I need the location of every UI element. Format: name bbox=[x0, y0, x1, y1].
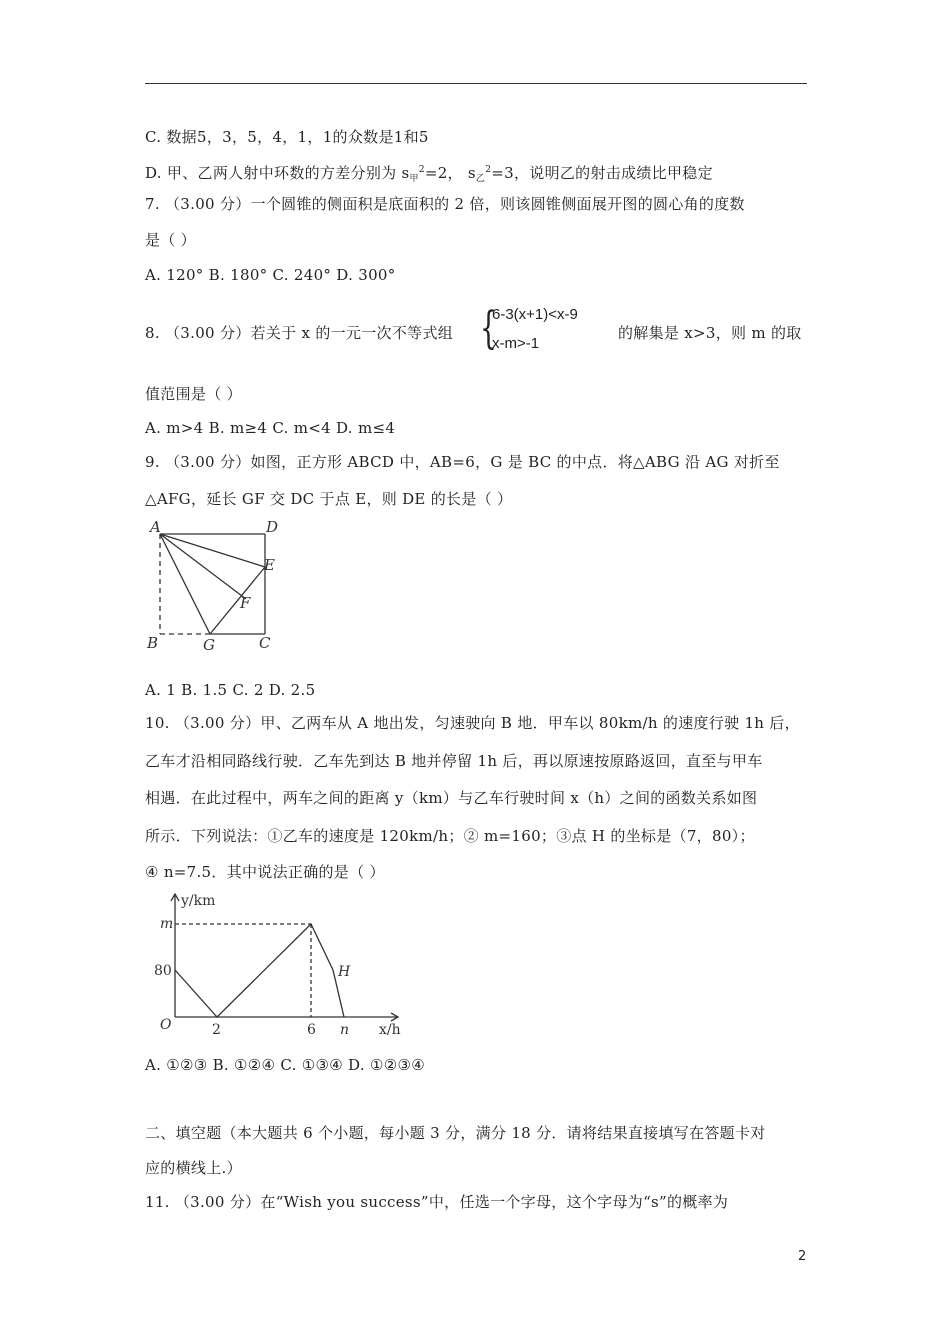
inequality-1: 6-3(x+1)<x-9 bbox=[492, 306, 578, 323]
q8-stem-post: 的解集是 x>3，则 m 的取 bbox=[618, 324, 802, 342]
ytick-80: 80 bbox=[154, 963, 172, 979]
section2-heading-line2: 应的横线上.） bbox=[145, 1159, 242, 1177]
label-C: C bbox=[259, 634, 271, 652]
xtick-n: n bbox=[340, 1022, 350, 1038]
q10-stem-line4: 所示．下列说法：①乙车的速度是 120km/h；② m=160；③点 H 的坐标是（7，80）； bbox=[145, 827, 755, 845]
xtick-6: 6 bbox=[307, 1022, 316, 1038]
point-H-label: H bbox=[338, 964, 351, 980]
q9-stem-line1: 9. （3.00 分）如图，正方形 ABCD 中，AB=6，G 是 BC 的中点．将△ABG 沿 AG 对折至 bbox=[145, 453, 780, 471]
seg-AF bbox=[160, 534, 246, 599]
brace-symbol: { bbox=[480, 303, 497, 354]
seg-AG bbox=[160, 534, 210, 634]
ylabel: y/km bbox=[181, 893, 216, 909]
graph-line bbox=[175, 924, 344, 1017]
xlabel: x/h bbox=[379, 1022, 401, 1038]
q8-stem-pre: 8. （3.00 分）若关于 x 的一元一次不等式组 bbox=[145, 324, 454, 342]
section2-heading-line1: 二、填空题（本大题共 6 个小题，每小题 3 分，满分 18 分．请将结果直接填写在答题卡对 bbox=[145, 1124, 766, 1142]
header-rule bbox=[145, 83, 807, 84]
page-number: 2 bbox=[798, 1249, 807, 1264]
q10-stem-line2: 乙车才沿相同路线行驶．乙车先到达 B 地并停留 1h 后，再以原速按原路返回，直至与甲车 bbox=[145, 752, 763, 770]
q9-options: A. 1 B. 1.5 C. 2 D. 2.5 bbox=[145, 681, 316, 699]
q10-options: A. ①②③ B. ①②④ C. ①③④ D. ①②③④ bbox=[145, 1056, 425, 1074]
label-G: G bbox=[203, 636, 215, 654]
distance-time-graph bbox=[150, 888, 410, 1038]
label-E: E bbox=[264, 556, 275, 574]
q8-stem-line2: 值范围是（ ） bbox=[145, 385, 242, 403]
q6-option-d: D. 甲、乙两人射中环数的方差分别为 $s_甲^2=2$， $s_乙^2=3$，说明乙的射击成绩比甲稳定 bbox=[145, 164, 713, 184]
seg-GE bbox=[210, 567, 265, 634]
ytick-m: m bbox=[160, 916, 174, 932]
q10-stem-line5: ④ n=7.5．其中说法正确的是（ ） bbox=[145, 863, 385, 881]
q7-stem-line2: 是（ ） bbox=[145, 231, 196, 249]
label-B: B bbox=[147, 634, 159, 652]
q10-stem-line3: 相遇．在此过程中，两车之间的距离 y（km）与乙车行驶时间 x（h）之间的函数关系如图 bbox=[145, 789, 758, 807]
xtick-2: 2 bbox=[212, 1022, 221, 1038]
label-D: D bbox=[266, 518, 279, 536]
q8-inequality-system bbox=[480, 303, 620, 358]
label-F: F bbox=[240, 594, 251, 612]
q6-option-c: C. 数据5，3，5，4，1，1的众数是1和5 bbox=[145, 128, 429, 146]
q7-stem-line1: 7. （3.00 分）一个圆锥的侧面积是底面积的 2 倍，则该圆锥侧面展开图的圆心角的度数 bbox=[145, 195, 745, 213]
q11-stem-line1: 11. （3.00 分）在“Wish you success”中，任选一个字母，这个字母为“s”的概率为 bbox=[145, 1193, 729, 1211]
q8-options: A. m>4 B. m≥4 C. m<4 D. m≤4 bbox=[145, 419, 396, 437]
origin-label: O bbox=[160, 1017, 172, 1033]
inequality-2: x-m>-1 bbox=[492, 335, 540, 352]
q10-stem-line1: 10. （3.00 分）甲、乙两车从 A 地出发，匀速驶向 B 地．甲车以 80km/h 的速度行驶 1h 后， bbox=[145, 714, 800, 732]
seg-AE bbox=[160, 534, 265, 567]
q9-stem-line2: △AFG，延长 GF 交 DC 于点 E，则 DE 的长是（ ） bbox=[145, 490, 513, 508]
square-figure bbox=[140, 512, 290, 657]
label-A: A bbox=[150, 518, 161, 536]
q7-options: A. 120° B. 180° C. 240° D. 300° bbox=[145, 266, 396, 284]
